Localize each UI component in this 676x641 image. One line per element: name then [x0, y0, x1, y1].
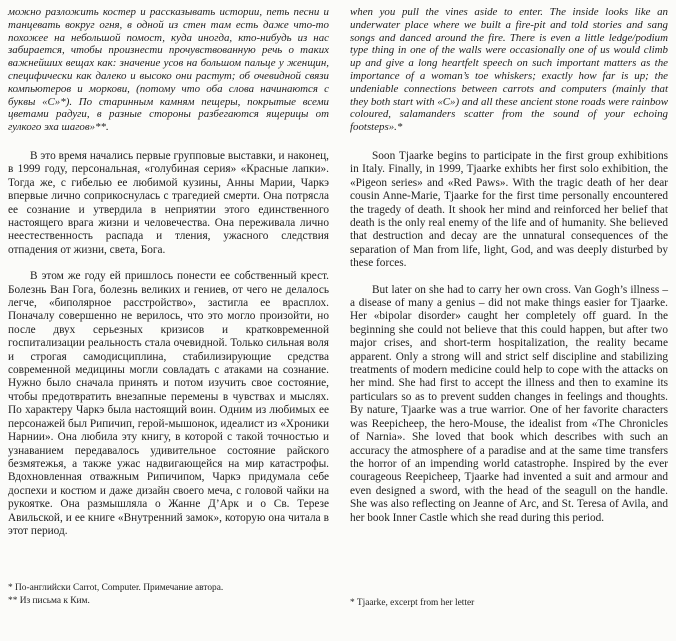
letter-quote: when you pull the vines aside to enter. The inside looks like an underwater place where we built a fire-pit and told stories and sang songs and danced around the fire. There is even a little ledge/podium type thing in one of the walls were occasionally one of us would climb up and give a long heartfelt speech on such important matters as the importance of a woman’s toe whiskers; exactly how far is up; the undeniable connections between carrots and computers (mainly that they both start with «C») and all these ancient stone roads were rainbow coloured, salamanders scatter from the sound of your echoing footsteps».*	[350, 6, 668, 134]
footnotes-english	[350, 597, 668, 610]
paragraph-illness: But later on she had to carry her own cross. Van Gogh’s illness – a disease of many a genius – did not make things easier for Tjaarke. Her «bipolar disorder» caught her completely off guard. In the beginning she could not believe that this could happen, but after two major crises, and short-term hospitalization, the reality became apparent. Only a strong will and strict self discipline and stabilizing treatments of modern medicine could help to cope with the attacks on her mind. She had first to accept the illness and then to examine its particulars so as to prevent sudden changes in feelings and thoughts. By nature, Tjaarke was a true warrior. One of her favorite characters was Reepicheep, the hero-Mouse, the idealist from «The Chronicles of Narnia». She loved that book which describes with such an accuracy the atmosphere of a paradise and at the same time transfers the horror of an impending world catastrophe. Inspired by the ever courageous Reepicheep, Tjaarke had invented a suit and armour and even designed a sword, with the head of the seagull on the handle. She was also reflecting on Jeanne of Arc, and St. Teresa of Avila, and her book Inner Castle which she read during this period.	[350, 283, 668, 524]
paragraph-exhibitions: В это время начались первые групповые выставки, и наконец, в 1999 году, персональная, «голубиная серия» «Красные лапки». Тогда же, с гибелью ее любимой кузины, Анны Марии, Чаркэ впервые лично соприкоснулась с трагедией смерти. Она потрясла ее сознание и утвердила в неприятии этого единственного настоящего врага жизни и человечества. Она переживала лично неестественность распада и тления, ужасного следствия отпадения от жизни, света, Бога.	[8, 149, 329, 256]
left-column-russian	[8, 6, 329, 538]
paragraph-exhibitions: Soon Tjaarke begins to participate in the first group exhibitions in Italy. Finally, in 1999, Tjaarke exhibts her first solo exhibition, the «Pigeon series» and «Red Paws». With the tragic death of her dear cousin Anne-Marie, Tjaarke for the first time personally encountered the tragedy of death. It shook her mind and reinforced her belief that death is the only real enemy of the life and of humanity. She believed that destruction and decay are the unnatural consequences of the separation of Man from life, light, God, and was deeply disturbed by these forces.	[350, 149, 668, 270]
footnote: * Tjaarke, excerpt from her letter	[350, 598, 475, 608]
footnotes-russian	[8, 582, 329, 607]
paragraph-illness: В этом же году ей пришлось понести ее собственный крест. Болезнь Ван Гога, болезнь великих и гениев, от чего не делалось легче, «биполярное расстройство», застигла ее врасплох. Поначалу совершенно не верилось, что это могло произойти, но после двух серьезных кризисов и кратковременной госпитализации реальность стала очевидной. Только сильная воля и строгая самодисциплина, стабилизирующие средства современной медицины могли совладать с атаками на сознание. Нужно было сначала принять и потом изучить свое состояние, чтобы предотвратить внезапные перемены в чувствах и мыслях. По характеру Чаркэ была настоящий воин. Одним из любимых ее персонажей был Рипичип, герой-мышонок, идеалист из «Хроники Нарнии». Она любила эту книгу, в которой с такой точностью и узнаванием передавалось удивительное состояние райского безмятежья, а также ужас надвигающейся на мир катастрофы. Вдохновленная отважным Рипичипом, Чаркэ придумала себе доспехи и костюм и даже дизайн своего меча, с головой чайки на рукоятке. Она размышляла о Жанне Д’Арк и о Св. Терезе Авильской, и ее книге «Внутренний замок», которую она читала в этот период.	[8, 270, 329, 537]
footnote: * По-английски Carrot, Computer. Примечание автора.	[8, 583, 224, 593]
footnote: ** Из письма к Ким.	[8, 595, 90, 606]
right-column-english	[350, 6, 668, 525]
letter-quote: можно разложить костер и рассказывать истории, петь песни и танцевать вокруг огня, в одной из стен там есть даже что-то похожее на небольшой помост, куда иногда, кто-нибудь из нас забирается, чтобы произнести прочувствованную речь о таких важнейших вещах как: значение усов на большом пальце у женщин, специфически как далеко и высоко они растут; об очевидной связи компьютеров и моркови, (потому что оба слова начинаются с буквы «С»*). По старинным камням пещеры, покрытые всеми цветами радуги, в разные стороны разбегаются ящерицы от гулкого эха шагов»**.	[8, 6, 329, 134]
